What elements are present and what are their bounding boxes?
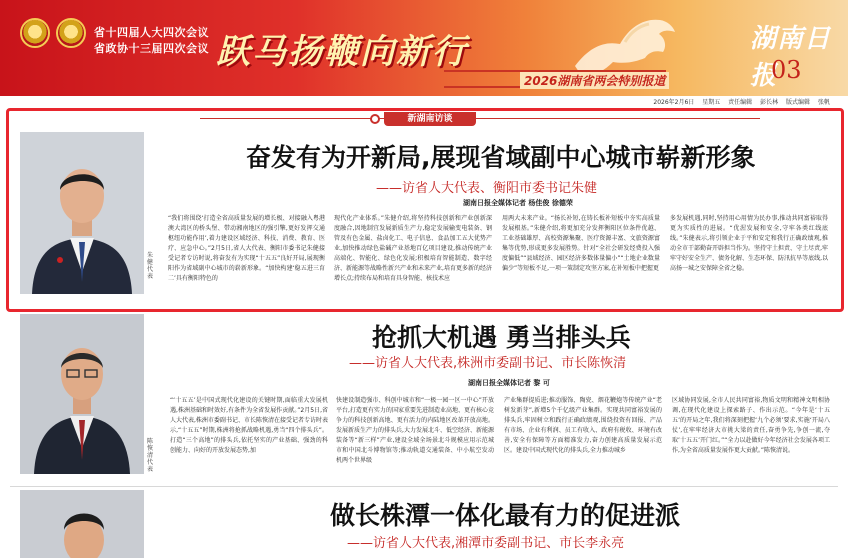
editor-name: 彭长林 [760,99,779,106]
article-column: 区域协同发展,全市人民共同富裕,物质文明和精神文明相协调,在现代化建设上探索路子、作出示范。“今年是‘十五五’的开局之年,我们将深刻把握‘九个必须’要求,实施‘开局八仗’,在牢牢经济大市挑大梁的责任,奋勇争先,争创一流,夺取’十五五’开门红。”“全力以赴做好今年经济社会发展各项工作,为全省高质量发展作更大贡献。”陈恢清说。 [672,397,830,454]
article-byline: 湖南日报全媒体记者 杨佳俊 徐德荣 [463,199,573,207]
article-divider [10,486,838,487]
portrait-photo [20,490,144,558]
national-emblem-icon [20,18,50,48]
section-tab-label: 新湖南访谈 [407,114,453,124]
editor-label: 责任编辑 [728,99,753,106]
article-headline: 抢抓大机遇 勇当排头兵 [372,323,631,352]
article-subhead: ——访省人大代表,湘潭市委副书记、市长李永亮 [347,536,625,551]
article-column: 现代化产业体系。”朱健介绍,将坚持科技创新和产业创新深度融合,因地制宜发展新质生产力,稳定发展输变电装备、钢管及有色金属、盐卤化工、电子信息、食品加工五大优势产业,加快推动绿色盐碱产业基地百亿项目建设,推动传统产业高端化、智能化、绿色化发展;积极培育智能制造、数字经济、新能源等战略性新兴产业和未来产业,培育更多新的经济增长点;持续布局和培育具身智能、核技术应 [334,215,492,282]
banner-slogan: 跃马扬鞭向新行 [216,32,468,72]
article-subhead: ——访省人大代表,株洲市委副书记、市长陈恢清 [349,356,627,371]
congress-label: 2026湖南省两会特别报道 [520,72,669,89]
article-column: “‘十五五’是中国式现代化建设的关键时期,面临重大发展机遇,株洲基础和时效好,有条件为全省发展作贡献。”2月5日,省人大代表,株洲市委副书记、市长陈恢清在接受记者专访时表示,“十五五”时期,株洲将抢抓战略机遇,勇当“四个排头兵”。打造“三个高地”的排头兵,依托坚实的产业基础、强劲的科创能力、向好的开放发展态势,加 [170,397,328,454]
photo-caption: 朱健代表 [147,252,154,280]
designer-label: 版式编辑 [786,99,811,106]
article-headline: 奋发有为开新局,展现省域副中心城市崭新形象 [246,143,756,172]
article-column: 多发展机遇,同时,坚持用心用情为民办事,推动共同富裕取得更为实质性的进展。“优渥发展和安全,守牢各类红线底线。”朱健表示,将引领企业于平和安定和我行正确政绩观,推动全市干部勤奋开辟担当作为。坚持守土担责、守土尽责,牢牢守好安全生产、债务化解、生态环保、防汛抗旱等底线,以高扬一城之安保障全省之稳。 [670,215,828,272]
session-line-1: 省十四届人大四次会议 [94,26,209,39]
portrait-photo [20,132,144,294]
designer-name: 张帆 [817,99,830,106]
issue-info [647,97,830,106]
photo-caption: 陈恢清代表 [147,438,154,473]
portrait-photo [20,314,144,474]
newspaper-masthead: 湖南日报 [750,24,832,91]
session-line-2: 省政协十三届四次会议 [94,42,209,55]
article-column: 快建设制造强市、科创中城市和“一极一园一区一中心”开放平台,打造更有实力的国家重要先进制造业高地、更有核心竞争力的科技创新高地、更有活力的内陆地区改革开放高地。发展新质生产力的排头兵,大力发展北斗、低空经济、新能源装备等“新三样”产业,建设全域全场景北斗规模应用示范城市和中国北斗博物馆等;推动轨道交通装备、中小航空发动机两个世界级 [336,397,494,464]
article-byline: 湖南日报全媒体记者 黎 可 [468,379,550,387]
article-headline: 做长株潭一体化最有力的促进派 [330,501,681,530]
article-column: 产业集群提质进;推动服饰、陶瓷、烟花鞭炮等传统产业“老树发新芽”,新增5个千亿级产业集群。实现共同富裕发展的排头兵,牢固树立和践行正确政绩观,围绕投资有回报、产品有市场、企业有利润、员工有收入、政府有税收、环境有改善,安全有保障等方面精准发力,奋力创建高质量发展示范区。建设中国式现代化的排头兵,全力推动城乡 [504,397,662,454]
article-subhead: ——访省人大代表、衡阳市委书记朱健 [376,181,598,196]
article-column: “我们将围绕‘打造全省高质量发展的增长极、对接融入粤港澳大湾区的桥头堡、带动湘南地区的强引擎,更好发挥交通枢纽功能作用’,着力建设区域经济、科技、消费、教育、医疗、应急中心。”2月5日,省人大代表、衡阳市委书记朱健接受记者专访时说,将奋发有为实现“十五五”良好开局,展现衡阳作为省域副中心城市的崭新形象。“加快构建‘稳五进三育二’具有衡阳特色的 [168,215,325,282]
issue-weekday: 星期五 [702,99,721,106]
cppcc-emblem-icon [56,18,86,48]
issue-date: 2026年2月6日 [653,99,695,106]
page-number: 03 [771,56,802,84]
article-column: 用两大未来产业。“扬长补短,在铸长板补短板中夯实高质量发展根基。”朱健介绍,将更加充分发挥衡阳区位条件优越、工业基础雄厚、高校资源集聚、医疗资源丰富、文旅资源富集等优势,形成更多发展胜势。针对“全社会研发经费投入强度偏低”“县域经济、园区经济多数体量偏小”“土地企业数量偏少”等短板不足,一项一策制定攻坚方案,在补短板中把握更 [502,215,660,272]
